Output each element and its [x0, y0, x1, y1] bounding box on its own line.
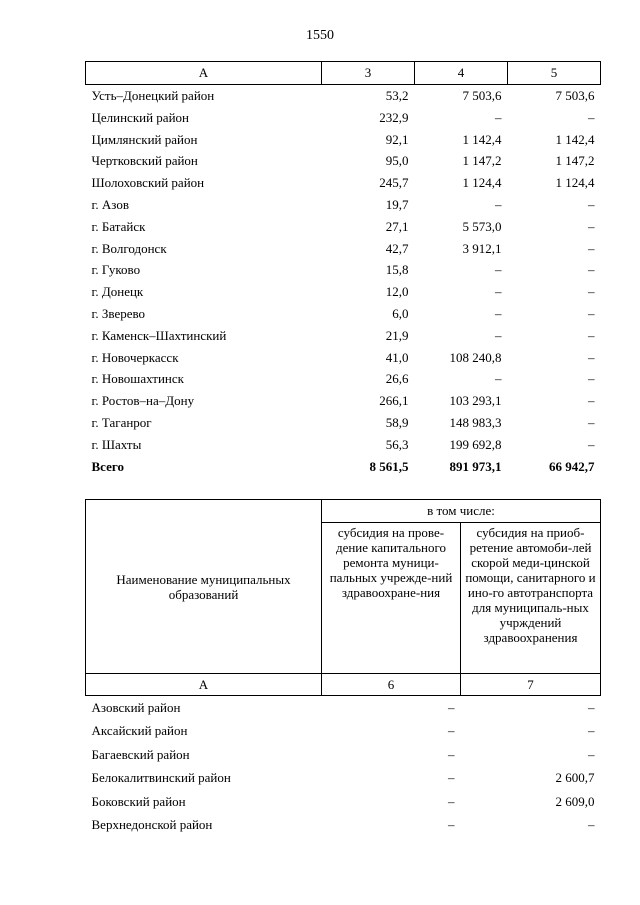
value-col4: 3 912,1 [462, 240, 502, 256]
value-col4: – [495, 109, 502, 125]
header-cell-3: 3 [322, 62, 415, 85]
municipality-name: г. Азов [91, 196, 129, 212]
value-col5: – [588, 218, 595, 234]
value-col3: 8 561,5 [369, 458, 409, 474]
value-col7: – [588, 746, 595, 762]
table-row [86, 150, 601, 172]
value-col5: – [588, 284, 595, 300]
table-row [86, 85, 601, 107]
value-col4: – [495, 196, 502, 212]
municipality-name: Белокалитвинский район [91, 770, 231, 786]
municipality-name: Багаевский район [91, 746, 190, 762]
municipality-name: г. Зверево [91, 305, 146, 321]
value-col3: 58,9 [385, 414, 409, 430]
value-col6: – [448, 700, 455, 715]
municipality-name: Усть–Донецкий район [91, 88, 215, 103]
municipality-name: Шолоховский район [91, 175, 205, 191]
table-row [86, 281, 601, 303]
value-col4: 891 973,1 [449, 458, 502, 474]
value-col3: 245,7 [379, 175, 409, 191]
table-row [86, 172, 601, 194]
value-col7: – [588, 700, 595, 715]
letter-cell-7: 7 [461, 674, 601, 696]
value-col4: 1 147,2 [462, 153, 502, 169]
value-col3: 15,8 [385, 262, 409, 278]
value-col4: – [495, 327, 502, 343]
table-row [86, 107, 601, 129]
value-col5: – [588, 414, 595, 430]
value-col5: – [588, 305, 595, 321]
value-col5: 1 147,2 [555, 153, 595, 169]
value-col4: 103 293,1 [449, 393, 502, 409]
value-col5: – [588, 349, 595, 365]
municipality-name: Цимлянский район [91, 131, 198, 147]
table-row [86, 790, 601, 813]
table-row [86, 194, 601, 216]
municipality-name: г. Волгодонск [91, 240, 167, 256]
letter-cell-6: 6 [322, 674, 461, 696]
allocation-table-columns-3-5 [85, 61, 601, 477]
value-col3: 21,9 [385, 327, 409, 343]
value-col3: 53,2 [385, 88, 409, 103]
table-row [86, 216, 601, 238]
col7-header: субсидия на приоб-ретение автомоби-лей скорой меди-цинской помощи, санитарного и ино-го автотранспорта для муниципаль-ных учрждений здравоохранения [461, 523, 601, 674]
value-col3: 266,1 [379, 393, 409, 409]
value-col3: 26,6 [385, 371, 409, 387]
value-col5: 7 503,6 [555, 88, 595, 103]
total-row [86, 456, 601, 478]
value-col3: 232,9 [379, 109, 409, 125]
table-row [86, 813, 601, 836]
municipality-name: г. Таганрог [91, 414, 152, 430]
municipality-name: Чертковский район [91, 153, 198, 169]
municipality-name: Азовский район [91, 700, 181, 715]
value-col6: – [448, 770, 455, 786]
value-col3: 27,1 [385, 218, 409, 234]
municipality-name-header: Наименование муниципальных образований [86, 500, 322, 674]
value-col6: – [448, 746, 455, 762]
value-col4: – [495, 305, 502, 321]
value-col6: – [448, 723, 455, 739]
table-letter-row [86, 674, 601, 696]
municipality-name: г. Новошахтинск [91, 371, 184, 387]
table-row [86, 696, 601, 720]
value-col5: 1 124,4 [555, 175, 595, 191]
table-row [86, 390, 601, 412]
value-col7: 2 600,7 [555, 770, 595, 786]
municipality-name: г. Батайск [91, 218, 146, 234]
header-cell-5: 5 [508, 62, 601, 85]
table-row [86, 743, 601, 766]
page-number: 1550 [306, 28, 334, 43]
table-row [86, 412, 601, 434]
header-cell-a: А [86, 62, 322, 85]
table-row [86, 766, 601, 789]
value-col6: – [448, 817, 455, 833]
value-col3: 56,3 [385, 436, 409, 452]
value-col5: – [588, 371, 595, 387]
including-header: в том числе: [322, 500, 601, 523]
municipality-name: Боковский район [91, 793, 186, 809]
value-col7: 2 609,0 [555, 793, 595, 809]
table-row [86, 325, 601, 347]
col6-header: субсидия на прове-дение капитального ремонта муници-пальных учрежде-ний здравоохране-ния [322, 523, 461, 674]
allocation-table-columns-6-7 [85, 499, 601, 836]
value-col3: 12,0 [385, 284, 409, 300]
value-col4: – [495, 262, 502, 278]
value-col7: – [588, 817, 595, 833]
value-col5: – [588, 240, 595, 256]
municipality-name: г. Ростов–на–Дону [91, 393, 195, 409]
municipality-name: г. Донецк [91, 284, 144, 300]
table-row [86, 719, 601, 742]
value-col5: – [588, 327, 595, 343]
value-col5: – [588, 262, 595, 278]
value-col4: 148 983,3 [449, 414, 502, 430]
value-col5: – [588, 109, 595, 125]
value-col5: 66 942,7 [549, 458, 595, 474]
value-col5: – [588, 436, 595, 452]
municipality-name: г. Новочеркасск [91, 349, 179, 365]
value-col3: 42,7 [385, 240, 409, 256]
municipality-name: г. Каменск–Шахтинский [91, 327, 227, 343]
municipality-name: г. Шахты [91, 436, 142, 452]
value-col6: – [448, 793, 455, 809]
value-col5: 1 142,4 [555, 131, 595, 147]
table-row [86, 238, 601, 260]
value-col4: – [495, 284, 502, 300]
municipality-name: г. Гуково [91, 262, 141, 278]
value-col4: 7 503,6 [462, 88, 502, 103]
table-row [86, 347, 601, 369]
municipality-name: Аксайский район [91, 723, 188, 739]
table-row [86, 129, 601, 151]
value-col7: – [588, 723, 595, 739]
municipality-name: Верхнедонской район [91, 817, 213, 833]
letter-cell-a: А [86, 674, 322, 696]
municipality-name: Всего [91, 458, 124, 474]
value-col3: 6,0 [392, 305, 409, 321]
value-col3: 92,1 [385, 131, 409, 147]
value-col5: – [588, 393, 595, 409]
value-col4: – [495, 371, 502, 387]
value-col3: 19,7 [385, 196, 409, 212]
value-col4: 1 124,4 [462, 175, 502, 191]
value-col4: 108 240,8 [449, 349, 502, 365]
value-col3: 95,0 [385, 153, 409, 169]
table-header-row [86, 62, 601, 85]
table-row [86, 434, 601, 456]
value-col3: 41,0 [385, 349, 409, 365]
value-col4: 199 692,8 [449, 436, 502, 452]
value-col5: – [588, 196, 595, 212]
table-row [86, 368, 601, 390]
value-col4: 5 573,0 [462, 218, 502, 234]
table-row [86, 259, 601, 281]
table-row [86, 303, 601, 325]
municipality-name: Целинский район [91, 109, 189, 125]
header-cell-4: 4 [415, 62, 508, 85]
value-col4: 1 142,4 [462, 131, 502, 147]
